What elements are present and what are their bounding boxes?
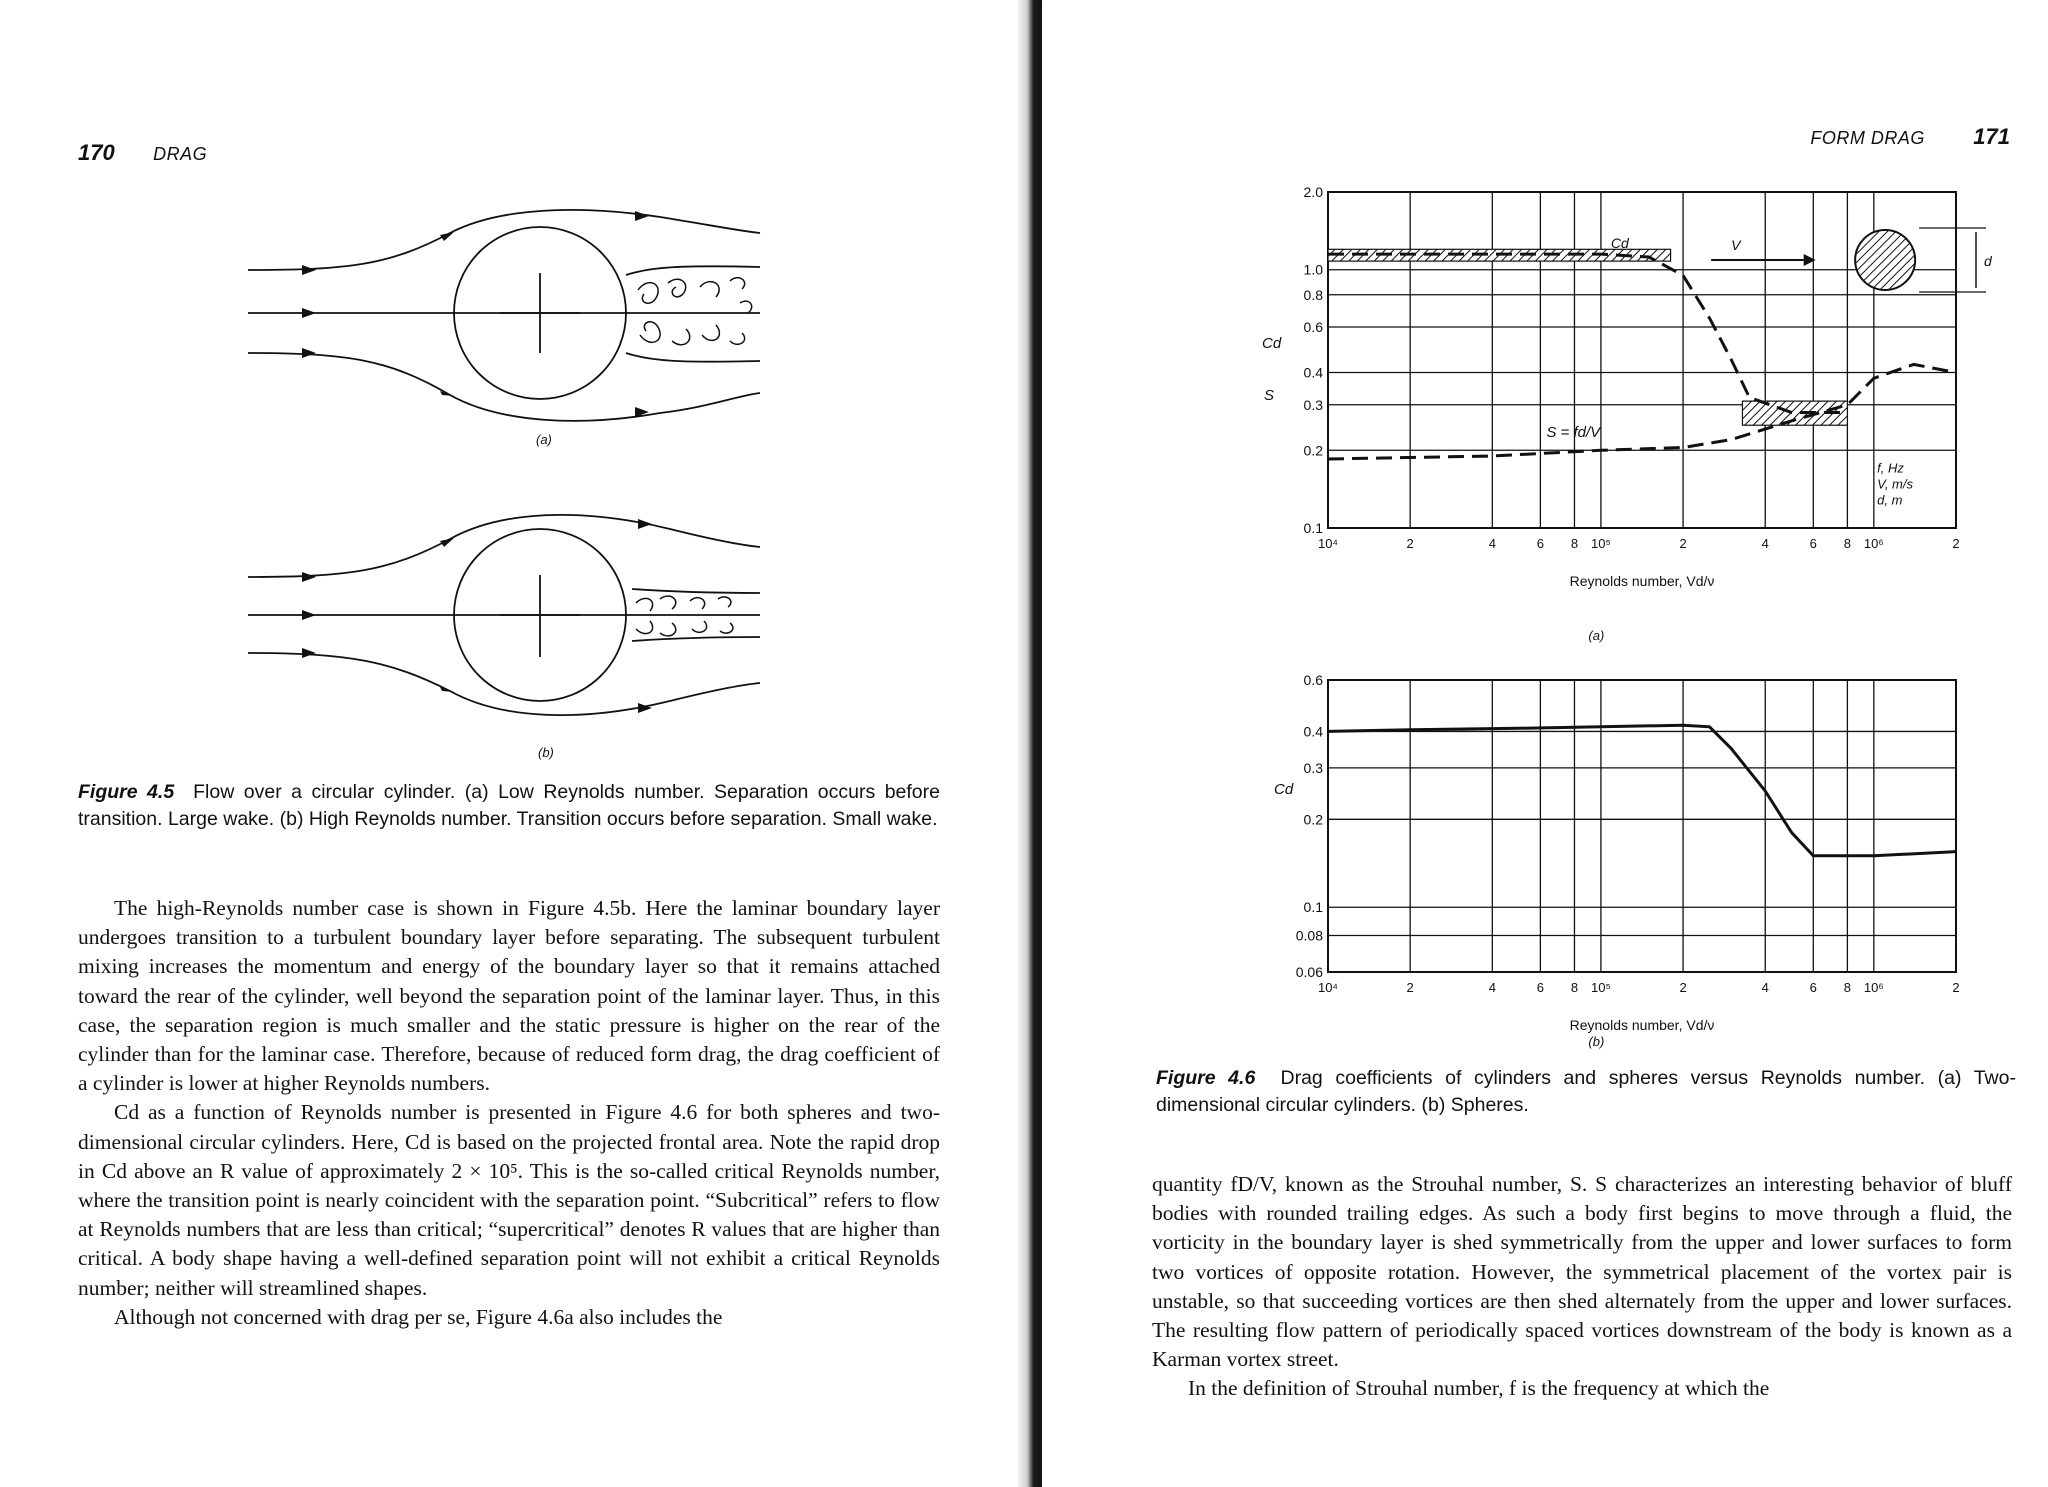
y-tick-label: 0.2: [1303, 442, 1323, 459]
figure-4-5-caption: [78, 779, 940, 833]
left-page: [0, 0, 1020, 1487]
y-tick-label: 0.8: [1303, 286, 1323, 303]
figure-4-5-number: Figure 4.5: [78, 781, 175, 803]
streamline: [248, 210, 760, 270]
annotation-cd: Cd: [1610, 235, 1629, 251]
figure-4-5-caption-text: Flow over a circular cylinder. (a) Low Reynolds number. Separation occurs before transition. Large wake. (b) High Reynolds number. Transition occurs before separation. Small wake.: [78, 781, 940, 830]
x-tick-label: 2: [1679, 536, 1687, 551]
left-running-title: DRAG: [153, 144, 208, 164]
figure-4-5a-label: (a): [536, 432, 552, 447]
series-line: [1328, 254, 1847, 412]
y-tick-label: 0.08: [1295, 927, 1323, 944]
x-tick-label: 4: [1488, 980, 1496, 995]
series-line: [1328, 725, 1956, 856]
paragraph: quantity fD/V, known as the Strouhal number, S. S characterizes an interesting behavior of bluff bodies with rounded trailing edges. As such a body first begins to move through a fluid, the vorticity in the boundary layer is shed symmetrically from the upper and lower surfaces to form two vortices of opposite rotation. However, the symmetrical placement of the vortex pair is unstable, so that succeeding vortices are then shed alternately from the upper and lower surfaces. The resulting flow pattern of periodically spaced vortices downstream of the body is known as a Karman vortex street.: [1152, 1172, 2012, 1372]
y-tick-label: 0.6: [1303, 319, 1323, 336]
figure-4-6b-chart: [1202, 660, 1962, 1060]
wake-vortices: [638, 278, 752, 345]
streamline: [248, 653, 760, 715]
wake-boundary: [632, 637, 760, 641]
series-line: [1328, 364, 1956, 459]
right-running-title: FORM DRAG: [1810, 128, 1925, 148]
paragraph: The high-Reynolds number case is shown in Figure 4.5b. Here the laminar boundary layer undergoes transition to a turbulent boundary layer before separating. The subsequent turbulent mixing increases the momentum and energy of the boundary layer so that it remains attached toward the rear of the cylinder, well beyond the separation point of the laminar layer. Thus, in this case, the separation region is much smaller and the static pressure is higher on the rear of the cylinder than for the laminar case. Therefore, because of reduced form drag, the drag coefficient of a cylinder is lower at higher Reynolds numbers.: [78, 896, 940, 1096]
y-tick-label: 2.0: [1303, 184, 1323, 200]
figure-4-6b-label: (b): [1588, 1034, 1605, 1049]
wake-boundary: [626, 353, 760, 362]
right-running-head: [1810, 124, 2010, 150]
x-axis-label: Reynolds number, Vd/ν: [1569, 573, 1715, 589]
figure-4-6a-label: (a): [1588, 628, 1605, 643]
x-tick-label: 6: [1809, 536, 1817, 551]
figure-4-5a-flow-diagram: [240, 195, 760, 455]
x-tick-label: 8: [1570, 536, 1579, 551]
annotation-strouhal: S = fd/V: [1546, 424, 1601, 442]
figure-4-6a-chart: [1202, 178, 1992, 648]
y-tick-label: 0.4: [1303, 364, 1323, 381]
figure-4-5b-label: (b): [538, 745, 554, 760]
figure-4-6-caption-text: Drag coefficients of cylinders and spheres versus Reynolds number. (a) Two-dimensional circular cylinders. (b) Spheres.: [1156, 1067, 2016, 1116]
right-page-number: 171: [1973, 124, 2010, 149]
y-axis-label-cd: Cd: [1274, 781, 1294, 798]
streamline: [248, 515, 760, 577]
y-tick-label: 0.3: [1303, 759, 1323, 776]
x-tick-label: 10⁶: [1863, 536, 1884, 551]
y-tick-label: 0.6: [1303, 672, 1323, 688]
annotation-velocity: V: [1731, 237, 1741, 253]
x-tick-label: 2: [1679, 980, 1687, 995]
figure-4-6-caption: [1156, 1065, 2016, 1119]
annotation-diameter: d: [1984, 253, 1992, 269]
left-body-text: [78, 894, 940, 1332]
x-tick-label: 2: [1406, 980, 1414, 995]
x-tick-label: 6: [1536, 980, 1544, 995]
wake-boundary: [626, 266, 760, 275]
left-running-head: [78, 140, 207, 166]
units-velocity: V, m/s: [1877, 476, 1914, 492]
flow-arrows: [302, 519, 652, 713]
right-page: [1042, 0, 2048, 1487]
x-tick-label: 6: [1809, 980, 1817, 995]
paragraph: Although not concerned with drag per se, Figure 4.6a also includes the: [114, 1304, 723, 1329]
figure-4-6-number: Figure 4.6: [1156, 1067, 1256, 1089]
paragraph: Cd as a function of Reynolds number is presented in Figure 4.6 for both spheres and two-dimensional circular cylinders. Here, Cd is based on the projected frontal area. Note the rapid drop in Cd above an R value of approximately 2 × 10⁵. This is the so-called critical Reynolds number, where the transition point is nearly coincident with the separation point. “Subcritical” refers to flow at Reynolds numbers that are less than critical; “supercritical” denotes R values that are higher than critical. A body shape having a well-defined separation point will not exhibit a critical Reynolds number; neither will streamlined shapes.: [78, 1100, 940, 1300]
y-axis-label-s: S: [1264, 387, 1275, 404]
x-tick-label: 2: [1952, 536, 1960, 551]
x-tick-label: 8: [1843, 536, 1852, 551]
y-tick-label: 0.4: [1303, 723, 1323, 740]
x-tick-label: 6: [1536, 536, 1544, 551]
x-tick-label: 10⁵: [1590, 536, 1611, 551]
y-tick-label: 0.2: [1303, 811, 1323, 828]
flow-arrows: [302, 211, 649, 417]
x-tick-label: 4: [1488, 536, 1496, 551]
x-axis-label: Reynolds number, Vd/ν: [1569, 1017, 1715, 1033]
wake-boundary: [632, 589, 760, 593]
x-tick-label: 10⁶: [1863, 980, 1884, 995]
x-tick-label: 8: [1570, 980, 1579, 995]
y-tick-label: 1.0: [1303, 261, 1323, 278]
x-tick-label: 8: [1843, 980, 1852, 995]
paragraph: In the definition of Strouhal number, f is the frequency at which the: [1188, 1376, 1770, 1401]
x-tick-label: 4: [1761, 536, 1769, 551]
streamline: [248, 353, 760, 421]
x-tick-label: 10⁴: [1317, 980, 1339, 995]
plot-frame: [1328, 680, 1956, 972]
book-gutter: [1018, 0, 1044, 1487]
right-body-text: [1152, 1170, 2012, 1404]
units-diameter: d, m: [1877, 492, 1903, 508]
figure-4-5b-flow-diagram: [240, 505, 760, 735]
x-tick-label: 2: [1406, 536, 1414, 551]
x-tick-label: 2: [1952, 980, 1960, 995]
units-frequency: f, Hz: [1877, 460, 1904, 476]
cylinder-icon: [1855, 230, 1915, 290]
y-tick-label: 0.3: [1303, 396, 1323, 413]
x-tick-label: 4: [1761, 980, 1769, 995]
y-tick-label: 0.1: [1303, 899, 1323, 916]
y-tick-label: 0.1: [1303, 520, 1323, 536]
x-tick-label: 10⁵: [1590, 980, 1611, 995]
y-tick-label: 0.06: [1295, 964, 1323, 980]
x-tick-label: 10⁴: [1317, 536, 1339, 551]
y-axis-label-cd: Cd: [1262, 335, 1282, 352]
left-page-number: 170: [78, 140, 115, 165]
wake-vortices: [636, 596, 733, 636]
